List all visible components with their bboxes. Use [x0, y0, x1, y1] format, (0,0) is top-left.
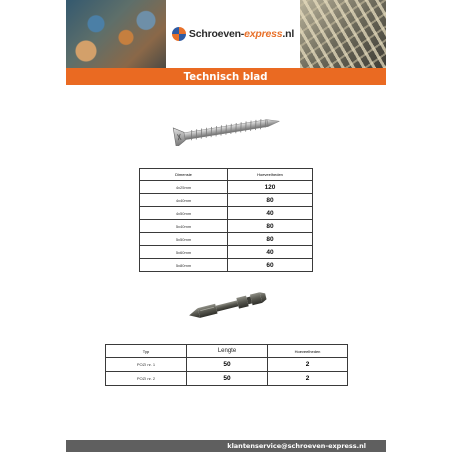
table-row: [140, 259, 313, 272]
header-photo-tools: [66, 0, 166, 68]
cell-dimension: 5x40mm: [140, 220, 228, 233]
screw-image: [164, 112, 284, 146]
table-row: [106, 358, 348, 372]
cell-length: 50: [187, 372, 268, 386]
table-row: [140, 194, 313, 207]
cell-dimension: 5x50mm: [140, 233, 228, 246]
cell-dimension: 5x60mm: [140, 246, 228, 259]
table-header-row: [106, 345, 348, 358]
cell-quantity: 40: [228, 207, 313, 220]
cell-quantity: 120: [228, 181, 313, 194]
column-header-type: Typ: [106, 345, 187, 358]
screw-table: [139, 168, 313, 272]
title-bar: [66, 68, 386, 85]
cell-quantity: 2: [268, 372, 348, 386]
logo-icon: [172, 27, 186, 41]
table-row: [140, 181, 313, 194]
table-row: [140, 207, 313, 220]
column-header-quantity: Hoeveelheden: [268, 345, 348, 358]
cell-dimension: 4x40mm: [140, 194, 228, 207]
column-header-length: Lengte: [187, 345, 268, 358]
bit-table: [105, 344, 348, 386]
footer-email-link[interactable]: klantenservice@schroeven-express.nl: [227, 442, 366, 450]
header: [66, 0, 386, 68]
cell-quantity: 2: [268, 358, 348, 372]
cell-type: POZI nr. 1: [106, 358, 187, 372]
table-row: [106, 372, 348, 386]
cell-quantity: 80: [228, 233, 313, 246]
logo: [166, 0, 300, 68]
cell-quantity: 80: [228, 194, 313, 207]
table-row: [140, 246, 313, 259]
table-row: [140, 233, 313, 246]
cell-dimension: 4x50mm: [140, 207, 228, 220]
logo-text: Schroeven-express.nl: [188, 28, 295, 40]
cell-quantity: 60: [228, 259, 313, 272]
cell-length: 50: [187, 358, 268, 372]
cell-quantity: 80: [228, 220, 313, 233]
cell-dimension: 5x80mm: [140, 259, 228, 272]
cell-quantity: 40: [228, 246, 313, 259]
table-header-row: [140, 169, 313, 181]
footer: [66, 440, 386, 452]
document-page: [66, 0, 386, 452]
cell-type: POZI nr. 2: [106, 372, 187, 386]
column-header-quantity: Hoeveelheden: [228, 169, 313, 181]
cell-dimension: 4x25mm: [140, 181, 228, 194]
table-row: [140, 220, 313, 233]
screwdriver-bit-image: [184, 288, 270, 324]
header-photo-screws: [300, 0, 386, 68]
column-header-dimension: Dimensie: [140, 169, 228, 181]
page-title: Technisch blad: [184, 70, 268, 83]
